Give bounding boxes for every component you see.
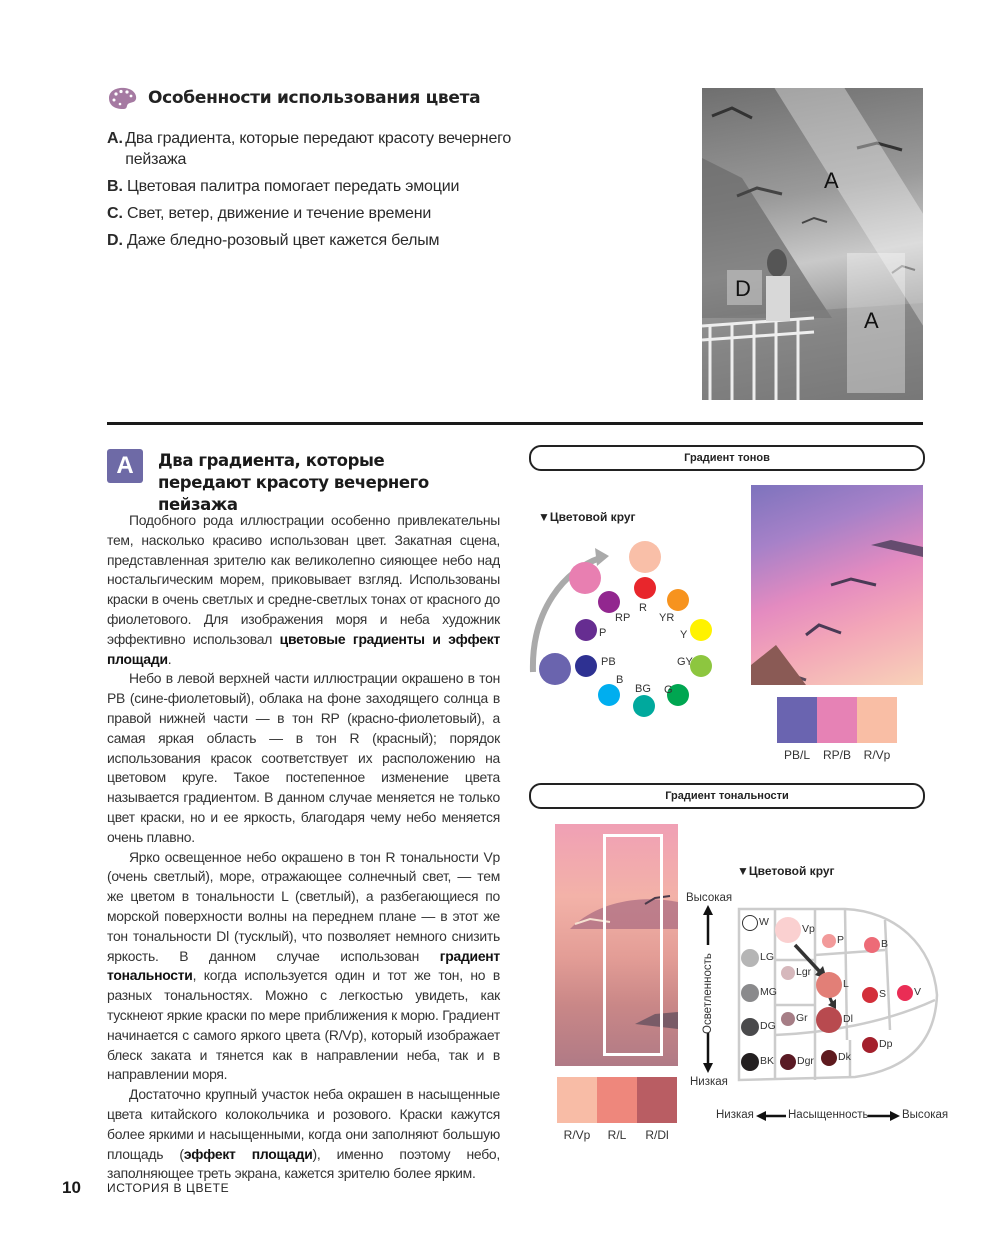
feature-list <box>107 128 527 257</box>
hue-label: Y <box>680 629 688 641</box>
feature-item: A. Два градиента, которые передают красоту вечернего пейзажа <box>107 130 512 168</box>
tone-dot-dl <box>816 1007 842 1033</box>
paragraph: Достаточно крупный участок неба окрашен в насыщенные цвета китайского колокольчика и розового. Краски кажутся более яркими и насыщенными, когда они заполняют большую площадь (эффект площади), именно поэтому небо, заполняющее треть экрана, кажется зрителю более ярким. <box>107 1086 500 1182</box>
hue-dot-pb <box>575 655 597 677</box>
feature-item: B. Цветовая палитра помогает передать эмоции <box>107 178 460 195</box>
selected-hue-circle <box>629 541 661 573</box>
seagulls-image <box>751 485 923 685</box>
highlight-frame <box>603 834 663 1056</box>
tone-label: Lgr <box>796 966 812 978</box>
tone-label: Dl <box>843 1013 853 1025</box>
tone-dot-lg <box>741 949 759 967</box>
hue-dot-bg <box>633 695 655 717</box>
hue-dot-p <box>575 619 597 641</box>
lightness-axis-label: Осветленность <box>702 953 714 1034</box>
tone-label: Dk <box>838 1051 851 1063</box>
tone-dot-lgr <box>781 966 795 980</box>
section-title: Два градиента, которые передают красоту вечернего пейзажа <box>158 451 429 514</box>
tone-dot-s <box>862 987 878 1003</box>
tone-dot-gr <box>781 1012 795 1026</box>
hue-label: PB <box>601 656 616 668</box>
hue-dot-y <box>690 619 712 641</box>
hue-label: YR <box>659 612 675 624</box>
tone-swatch <box>597 1077 637 1123</box>
region-d-label: D <box>735 276 751 301</box>
tone-label: V <box>914 986 922 998</box>
tone-label: Vp <box>802 923 815 935</box>
tone-dot-b <box>864 937 880 953</box>
feature-item: D. Даже бледно-розовый цвет кажется белым <box>107 232 440 249</box>
tone-label: P <box>837 934 845 946</box>
tone-dot-dg <box>741 1018 759 1036</box>
body-text <box>107 511 500 1184</box>
tone-label: W <box>759 916 769 928</box>
features-heading <box>106 86 480 110</box>
hue-label: B <box>616 674 624 686</box>
palette-icon <box>106 86 138 110</box>
tone-label: Dp <box>879 1038 893 1050</box>
hue-swatch <box>777 697 817 743</box>
tone-label: S <box>879 988 887 1000</box>
feature-item: C. Свет, ветер, движение и течение времени <box>107 205 432 222</box>
tone-label: L <box>843 978 849 990</box>
tone-gradient-header: Градиент тональности <box>529 783 925 809</box>
features-title: Особенности использования цвета <box>148 88 481 108</box>
paragraph: Подобного рода иллюстрации особенно привлекательны тем, насколько красиво использован цвет. Закатная сцена, представленная зрителю как великолепно сияющее небо над ностальгическим морем, приковывает взгляд. Использованы краски в очень светлых и средне-светлых тонах от красного до фиолетового. Для изображения моря и неба художник эффективно использовал цветовые градиенты и эффект площади. <box>107 512 500 667</box>
hue-label: RP <box>615 612 631 624</box>
sky-gradient-image <box>751 485 923 685</box>
hue-swatch <box>857 697 897 743</box>
hue-dot-yr <box>667 589 689 611</box>
page-number: 10 <box>62 1178 81 1197</box>
tone-swatch <box>557 1077 597 1123</box>
tone-dot-w <box>742 915 758 931</box>
tone-dot-dk <box>821 1050 837 1066</box>
tone-swatch-label: R/Vp <box>563 1128 591 1142</box>
saturation-low-label: Низкая <box>716 1109 754 1121</box>
tone-dot-v <box>897 985 913 1001</box>
hue-label: P <box>599 627 607 639</box>
tone-dot-vp <box>775 917 801 943</box>
saturation-high-label: Высокая <box>902 1109 949 1121</box>
selected-hue-circle <box>539 653 571 685</box>
tone-label: BK <box>760 1055 775 1067</box>
tone-label: Dgr <box>797 1055 814 1067</box>
hue-label: GY <box>677 656 693 668</box>
tone-wheel-title: ▼Цветовой круг <box>737 864 835 878</box>
section-badge: A <box>107 449 143 483</box>
tone-label: MG <box>760 986 777 998</box>
sea-gradient-image <box>555 824 678 1066</box>
arrow-left-icon <box>756 1110 786 1122</box>
tone-swatches <box>557 1077 677 1142</box>
hue-swatch-label: R/Vp <box>863 748 891 762</box>
tone-dot-p <box>822 934 836 948</box>
color-wheel-title: ▼Цветовой круг <box>538 510 636 524</box>
region-a-label: A <box>864 308 879 333</box>
hue-swatch-label: PB/L <box>783 748 810 762</box>
hue-dot-b <box>598 684 620 706</box>
hue-color-wheel <box>525 520 735 730</box>
hue-swatch <box>817 697 857 743</box>
arrow-right-icon <box>868 1110 900 1122</box>
paragraph: Небо в левой верхней части иллюстрации окрашено в тон PB (сине-фиолетовый), облака на фоне заходящего солнца в правой нижней части — в тон RP (красно-фиолетовый), а самая яркая область — в тон R (красный); порядок использования красок соответствует их расположению на цветовом круге. Такое постепенное изменение цвета называется градиентом. В данном случае меняется не только цвет краски, но и ее яркость, благодаря чему небо меняется очень плавно. <box>107 670 500 845</box>
hue-label: G <box>664 684 673 696</box>
tone-label: Gr <box>796 1012 808 1024</box>
hue-dot-rp <box>598 591 620 613</box>
hue-dot-r <box>634 577 656 599</box>
grayscale-illustration <box>702 88 923 400</box>
hue-swatches <box>777 697 897 762</box>
tone-chart <box>735 905 940 1085</box>
hue-dot-gy <box>690 655 712 677</box>
tone-label: LG <box>760 951 775 963</box>
tone-swatch-label: R/L <box>607 1128 627 1142</box>
selected-hue-circle <box>569 562 601 594</box>
paragraph: Ярко освещенное небо окрашено в тон R тональности Vp (очень светлый), море, отражающее солнечный свет, — тем же цветом в тональности L (светлый), а разбегающиеся по морской поверхности волны на переднем плане — в этот же тон тональности Dl (тусклый), что позволяет немного снизить яркость. В данном случае использован градиент тональности, когда используется один и тот же тон, но в разных тональностях. Можно с легкостью увидеть, как тускнеют яркие краски по мере приближения к морю. Градиент начинается с самого яркого цвета (R/Vp), который изображает блеск заката и тянется как в направлении неба, так и в направлении моря. <box>107 848 501 1083</box>
saturation-axis-label: Насыщенность <box>788 1109 869 1121</box>
region-a-label: A <box>824 168 839 193</box>
lightness-high-label: Высокая <box>686 892 733 904</box>
tone-dot-l <box>816 972 842 998</box>
tone-dot-dp <box>862 1037 878 1053</box>
tone-swatch <box>637 1077 677 1123</box>
hue-label: R <box>639 602 647 614</box>
tone-dot-mg <box>741 984 759 1002</box>
hue-gradient-header: Градиент тонов <box>529 445 925 471</box>
tone-label: DG <box>760 1020 776 1032</box>
lightness-low-label: Низкая <box>690 1076 728 1088</box>
tone-dot-dgr <box>780 1054 796 1070</box>
section-divider <box>107 422 923 425</box>
hue-label: BG <box>635 683 651 695</box>
running-footer: ИСТОРИЯ В ЦВЕТЕ <box>107 1181 230 1195</box>
tone-label: B <box>881 938 889 950</box>
tone-swatch-label: R/Dl <box>645 1128 669 1142</box>
tone-dot-bk <box>741 1053 759 1071</box>
hue-swatch-label: RP/B <box>822 748 851 762</box>
